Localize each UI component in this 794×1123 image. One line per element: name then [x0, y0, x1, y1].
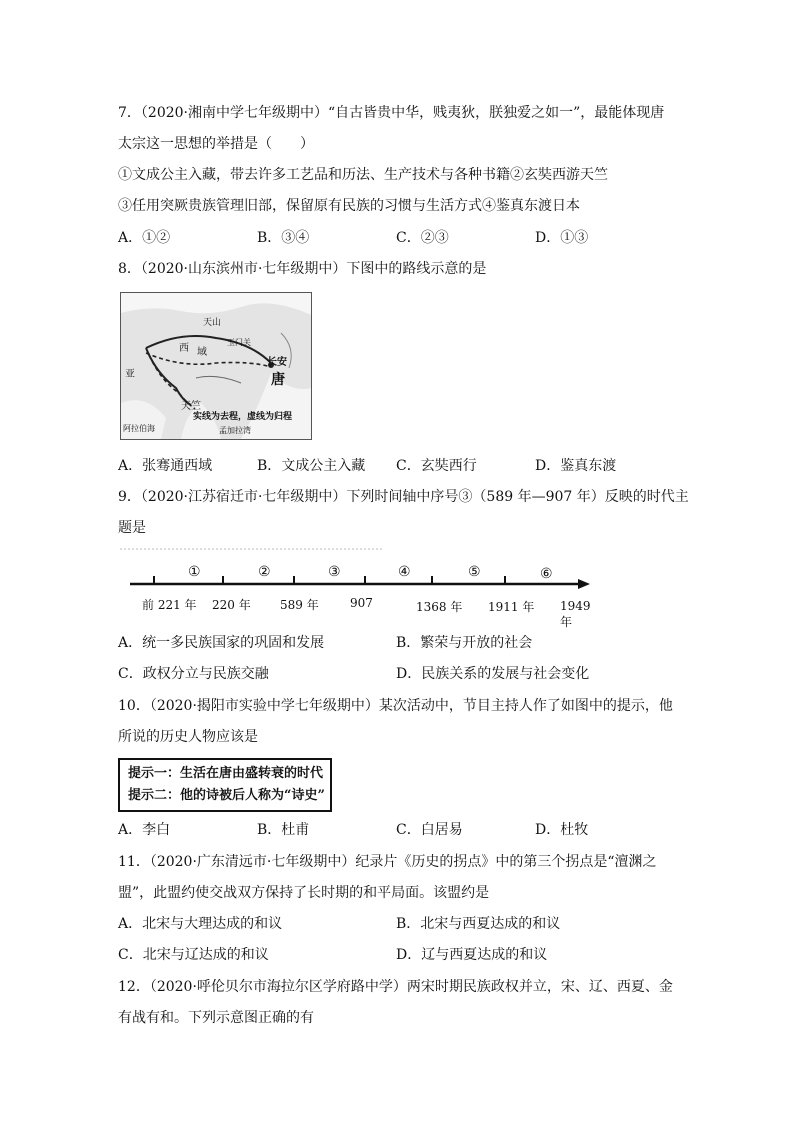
q10-option-c[interactable]: C．白居易 — [396, 822, 463, 838]
timeline-year-4: 907 — [350, 596, 373, 610]
q7-item-line2: ③任用突厥贵族管理旧部，保留原有民族的习惯与生活方式④鉴真东渡日本 — [118, 198, 580, 214]
q11-option-d[interactable]: D．辽与西夏达成的和议 — [396, 947, 548, 963]
q7-stem-line1: 7．（2020·湘南中学七年级期中）“自古皆贵中华，贱夷狄，朕独爱之如一”，最能体现唐 — [118, 105, 665, 121]
hint-box — [118, 758, 332, 812]
q7-option-a[interactable]: A．①② — [118, 230, 171, 246]
q8-stem: 8．（2020·山东滨州市·七年级期中）下图中的路线示意的是 — [118, 261, 487, 277]
timeline-mark-6: ⑥ — [540, 566, 553, 582]
q9-option-a[interactable]: A．统一多民族国家的巩固和发展 — [118, 635, 325, 651]
timeline-year-1: 前 221 年 — [142, 598, 197, 612]
map-label-ya: 亚 — [125, 369, 135, 380]
timeline-year-7: 1949 年 — [560, 599, 591, 629]
map-label-yumenguan: 玉门关 — [227, 338, 251, 347]
map-label-yu: 域 — [197, 347, 207, 358]
map-label-bay-of-bengal: 孟加拉湾 — [219, 426, 251, 435]
timeline-year-2: 220 年 — [212, 598, 251, 612]
q11-option-a[interactable]: A．北宋与大理达成的和议 — [118, 916, 283, 932]
timeline-mark-1: ① — [188, 564, 201, 580]
q10-option-b[interactable]: B．杜甫 — [257, 822, 310, 838]
timeline-year-6: 1911 年 — [488, 600, 535, 614]
q10-stem-line1: 10．（2020·揭阳市实验中学七年级期中）某次活动中，节目主持人作了如图中的提示，他 — [118, 698, 673, 714]
timeline-mark-3: ③ — [328, 564, 341, 580]
map-label-tianzhu: 天竺 — [181, 401, 201, 412]
route-map — [120, 292, 312, 440]
q7-item-line1: ①文成公主入藏，带去许多工艺品和历法、生产技术与各种书籍②玄奘西游天竺 — [118, 167, 608, 183]
map-label-arabian-sea: 阿拉伯海 — [123, 424, 155, 433]
q7-option-b[interactable]: B．③④ — [257, 230, 310, 246]
q7-option-d[interactable]: D．①③ — [535, 230, 589, 246]
hint-1: 提示一：生活在唐由盛转衰的时代 — [128, 766, 324, 781]
q9-option-c[interactable]: C．政权分立与民族交融 — [118, 666, 269, 682]
map-label-tang: 唐 — [271, 372, 285, 388]
q8-option-a[interactable]: A．张骞通西域 — [118, 458, 213, 474]
map-label-xi: 西 — [179, 343, 189, 354]
q9-stem-line1: 9．（2020·江苏宿迁市·七年级期中）下列时间轴中序号③（589 年—907 年）反映的时代主 — [118, 489, 689, 505]
q10-option-d[interactable]: D．杜牧 — [535, 822, 589, 838]
q10-stem-line2: 所说的历史人物应该是 — [118, 729, 258, 745]
q7-option-c[interactable]: C．②③ — [396, 230, 449, 246]
map-label-tianshan: 天山 — [203, 318, 222, 328]
timeline — [120, 548, 600, 629]
q9-option-b[interactable]: B．繁荣与开放的社会 — [396, 635, 533, 651]
timeline-mark-2: ② — [258, 564, 271, 580]
q11-option-b[interactable]: B．北宋与西夏达成的和议 — [396, 916, 561, 932]
q9-stem-line2: 题是 — [118, 520, 146, 536]
timeline-mark-4: ④ — [398, 564, 411, 580]
q11-stem-line1: 11．（2020·广东清远市·七年级期中）纪录片《历史的拐点》中的第三个拐点是“澶渊之 — [118, 854, 657, 870]
map-label-changan: 长安 — [267, 357, 287, 368]
timeline-year-3: 589 年 — [280, 598, 319, 612]
timeline-year-5: 1368 年 — [416, 600, 463, 614]
q12-stem-line1: 12．（2020·呼伦贝尔市海拉尔区学府路中学）两宋时期民族政权并立，宋、辽、西夏、金 — [118, 979, 673, 995]
q8-option-d[interactable]: D．鉴真东渡 — [535, 458, 617, 474]
timeline-mark-5: ⑤ — [468, 564, 481, 580]
q8-option-c[interactable]: C．玄奘西行 — [396, 458, 477, 474]
q11-option-c[interactable]: C．北宋与辽达成的和议 — [118, 947, 269, 963]
q12-stem-line2: 有战有和。下列示意图正确的有 — [118, 1010, 314, 1026]
q9-option-d[interactable]: D．民族关系的发展与社会变化 — [396, 666, 590, 682]
q7-stem-line2: 太宗这一思想的举措是（ ） — [118, 136, 314, 152]
hint-2: 提示二：他的诗被后人称为“诗史” — [128, 788, 325, 803]
q10-option-a[interactable]: A．李白 — [118, 822, 171, 838]
map-caption: 实线为去程，虚线为归程 — [193, 412, 293, 422]
q8-option-b[interactable]: B．文成公主入藏 — [257, 458, 366, 474]
q11-stem-line2: 盟”，此盟约使交战双方保持了长时期的和平局面。该盟约是 — [118, 885, 490, 901]
